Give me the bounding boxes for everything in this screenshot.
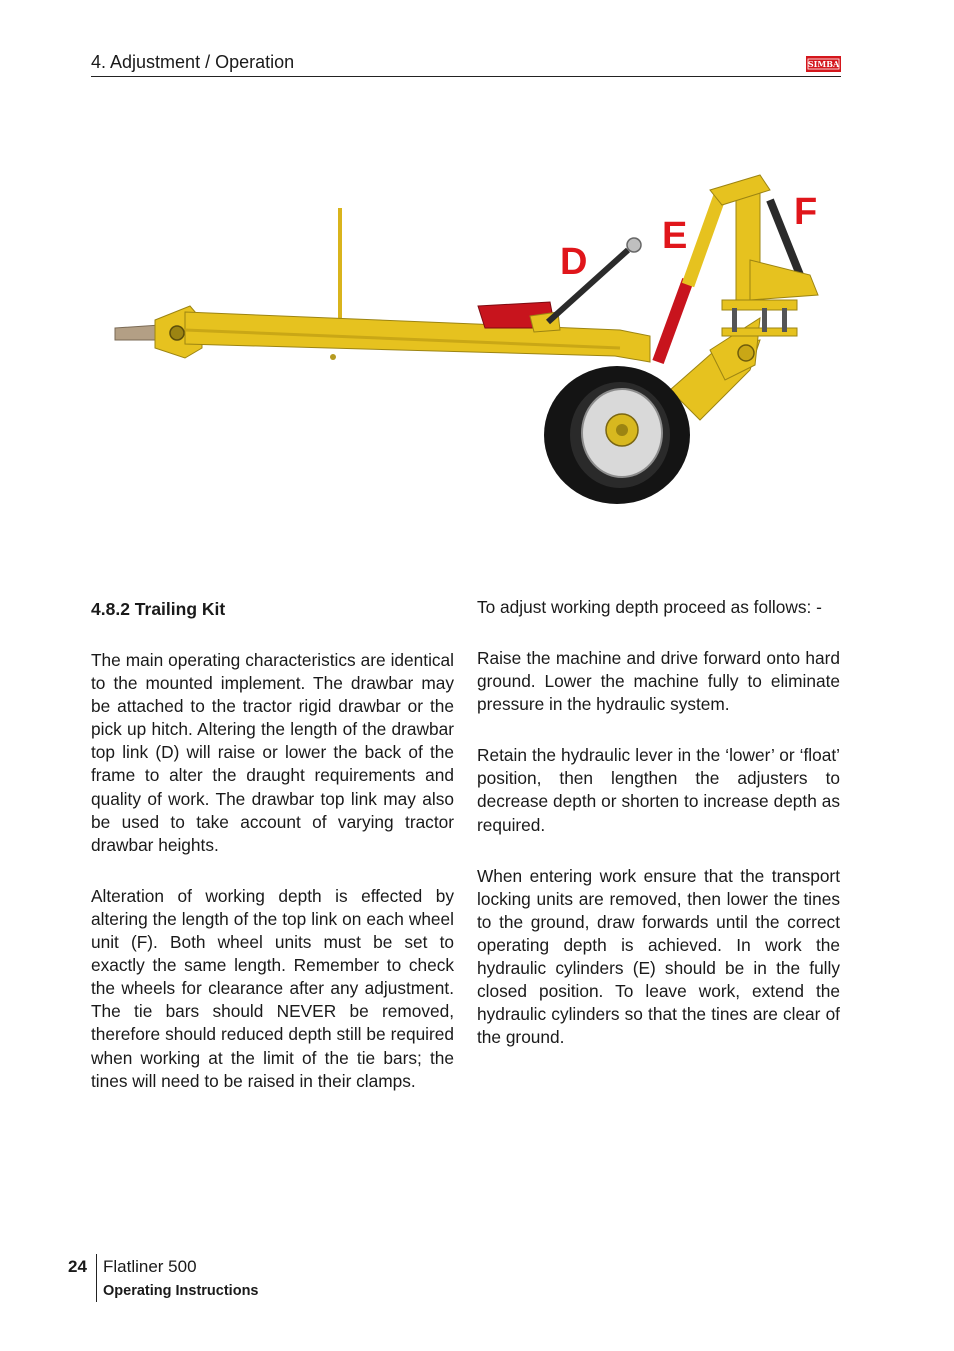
paragraph: Alteration of working depth is effected by altering the length of the top link on each wheel unit (F). Both wheel units must be set to exactly the same length. Remember to check the wheels for clearance after any adjustment. The tie bars should NEVER be removed, therefore should reduced depth still be required when working at the limit of the tie bars; the tines will need to be raised in their clamps.	[91, 885, 454, 1091]
paragraph: Raise the machine and drive forward onto hard ground. Lower the machine fully to eliminate pressure in the hydraulic system.	[477, 648, 840, 715]
callout-f: F	[794, 191, 818, 233]
paragraph: Retain the hydraulic lever in the ‘lower’ or ‘float’ position, then lengthen the adjusters to decrease depth or shorten to increase depth as required.	[477, 745, 840, 835]
clamp-bolt	[732, 308, 737, 332]
callout-d: D	[560, 241, 588, 283]
header-rule	[91, 76, 841, 77]
trailing-kit-illustration	[110, 150, 850, 520]
top-link-eye-icon	[627, 238, 641, 252]
wheel-nut-icon	[616, 424, 628, 436]
arm-pivot-icon	[738, 345, 754, 361]
right-column	[477, 647, 840, 1077]
left-column	[91, 649, 454, 1121]
section-title: 4.8.2 Trailing Kit	[91, 599, 226, 619]
drawbar-frame	[185, 312, 650, 362]
simba-logo	[806, 54, 841, 74]
callout-e: E	[662, 215, 688, 257]
logo-text: SIMBA	[807, 59, 840, 69]
footer-rule	[96, 1254, 97, 1302]
paragraph: The main operating characteristics are identical to the mounted implement. The drawbar may be attached to the tractor rigid drawbar or the pick up hitch. Altering the length of the drawbar top link (D) will raise or lower the back of the frame to alter the draught requirements and quality of work. The drawbar top link may also be used to take account of varying tractor drawbar heights.	[91, 650, 454, 855]
header-section-title: 4. Adjustment / Operation	[91, 52, 295, 72]
marker-rod	[338, 208, 342, 328]
procedure-lead: To adjust working depth proceed as follows: -	[477, 597, 822, 617]
clamp-bolt	[782, 308, 787, 332]
paragraph: When entering work ensure that the transport locking units are removed, then lower the tines to the ground, draw forwards until the correct operating depth is achieved. In work the hydraulic cylinders (E) should be in the fully closed position. To leave work, extend the hydraulic cylinders so that the tines are clear of the ground.	[477, 865, 840, 1048]
bolt-icon	[330, 354, 336, 360]
clamp-bolt	[762, 308, 767, 332]
footer-subtitle: Operating Instructions	[103, 1283, 259, 1299]
top-link-bracket	[750, 260, 818, 300]
hitch-pin-icon	[170, 326, 184, 340]
footer-title: Flatliner 500	[103, 1257, 197, 1276]
page-number: 24	[68, 1257, 87, 1276]
hydraulic-cylinder-lower	[658, 280, 688, 362]
hydraulic-cylinder-upper	[688, 190, 722, 285]
